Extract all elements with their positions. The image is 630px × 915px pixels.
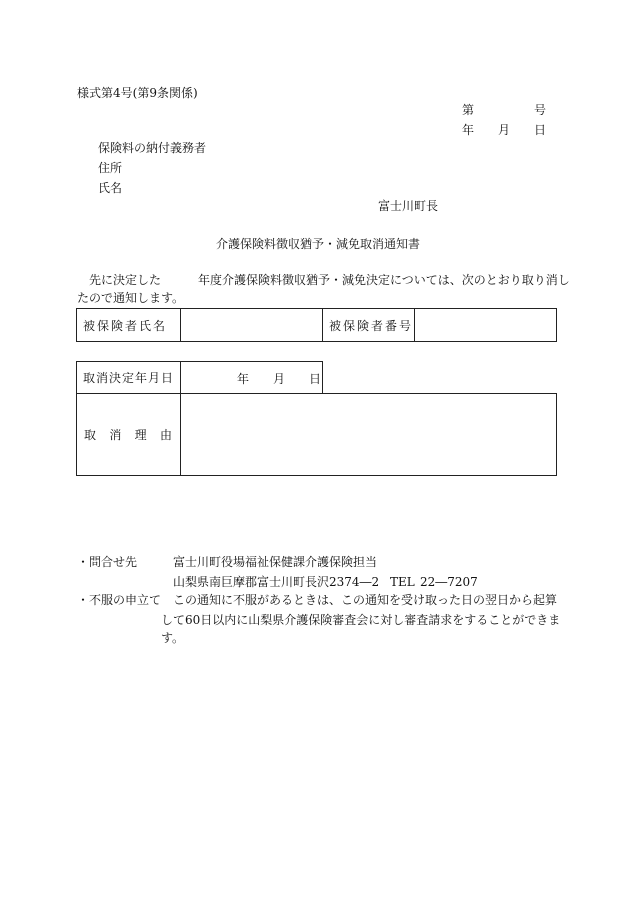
insured-name-label: 被保険者氏名: [77, 309, 181, 342]
recipient-address-label: 住所: [98, 161, 123, 175]
cancel-reason-value: [181, 394, 557, 476]
cancel-reason-label: [77, 394, 181, 476]
appeal-line2: して60日以内に山梨県介護保険審査会に対し審査請求をすることができま: [161, 613, 561, 627]
cancel-date-value: [181, 362, 323, 394]
form-id: 様式第4号(第9条関係): [77, 86, 198, 100]
appeal-line3: す。: [161, 631, 185, 645]
appeal-label: ・不服の申立て: [77, 593, 162, 607]
issuer: 富士川町長: [378, 199, 439, 213]
contact-dept: 富士川町役場福祉保健課介護保険担当: [173, 555, 378, 569]
cancel-date-table: [76, 361, 323, 394]
cancel-date-month: 月: [273, 371, 286, 386]
reason-char-2: 消: [109, 428, 122, 442]
cancel-date-day: 日: [309, 371, 322, 386]
reason-char-1: 取: [84, 428, 97, 442]
contact-tel: 22―7207: [420, 575, 478, 589]
cancel-date-label: 取消決定年月日: [77, 362, 181, 394]
recipient-title: 保険料の納付義務者: [98, 141, 207, 155]
insured-number-value: [415, 309, 557, 342]
recipient-name-label: 氏名: [98, 181, 123, 195]
insured-number-label: 被保険者番号: [323, 309, 415, 342]
body-line2: たので通知します。: [77, 291, 185, 305]
insured-name-value: [181, 309, 323, 342]
reason-char-4: 由: [159, 428, 172, 442]
date-year: 年: [462, 123, 475, 137]
cancel-reason-table: [76, 393, 557, 476]
body-line1-pre: 先に決定した: [89, 273, 162, 287]
contact-address: 山梨県南巨摩郡富士川町長沢2374―2: [173, 575, 380, 589]
reason-char-3: 理: [134, 428, 147, 442]
cancel-date-year: 年: [237, 371, 250, 386]
body-line1-post: 年度介護保険料徴収猶予・減免決定については、次のとおり取り消し: [198, 273, 570, 287]
insured-info-table: [76, 308, 557, 342]
number-suffix: 号: [534, 103, 547, 117]
number-prefix: 第: [462, 103, 475, 117]
date-month: 月: [498, 123, 511, 137]
appeal-line1: この通知に不服があるときは、この通知を受け取った日の翌日から起算: [173, 593, 558, 607]
document-title: 介護保険料徴収猶予・減免取消通知書: [216, 237, 421, 251]
contact-label: ・問合せ先: [77, 555, 138, 569]
date-day: 日: [534, 123, 547, 137]
contact-tel-label: TEL: [390, 575, 415, 589]
